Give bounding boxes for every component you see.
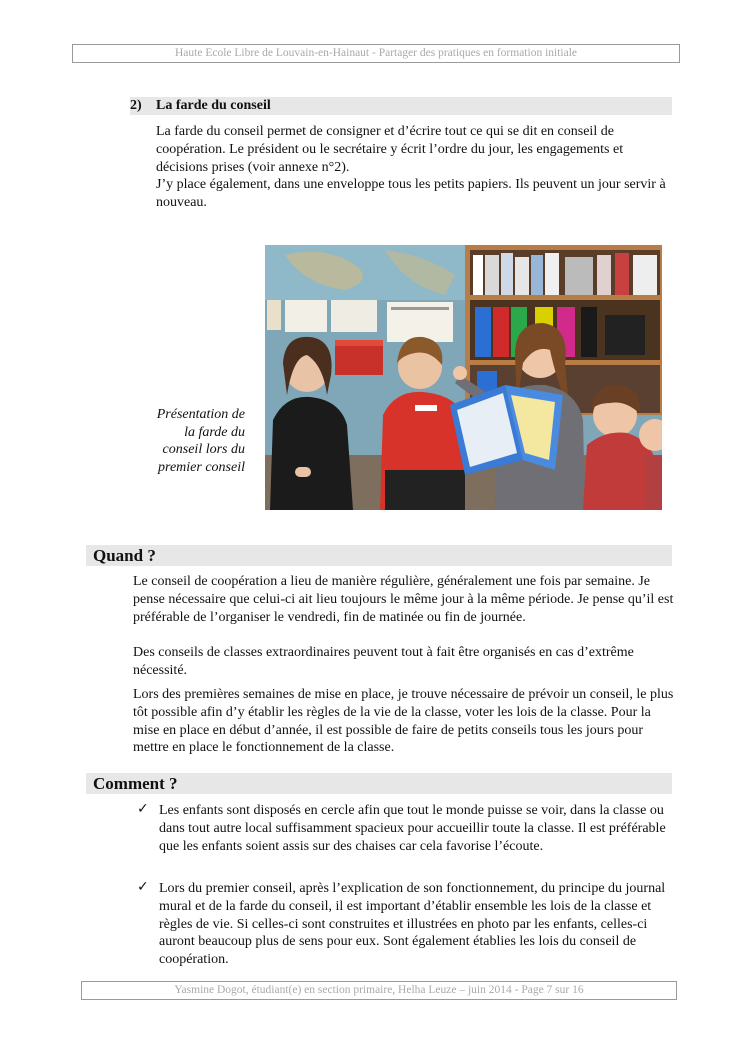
quand-paragraph-2: Des conseils de classes extraordinaires peuvent tout à fait être organisés en cas d’extrême nécessité. bbox=[133, 645, 634, 678]
farde-heading-title: La farde du conseil bbox=[156, 98, 271, 113]
quand-heading: Quand ? bbox=[86, 545, 672, 566]
farde-paragraph-1: La farde du conseil permet de consigner et d’écrire tout ce qui se dit en conseil de coopération. Le président ou le secrétaire y écrit l’ordre du jour, les engagements et décisions prises (voir annexe n°2). bbox=[156, 124, 624, 175]
classroom-photo bbox=[265, 245, 662, 510]
photo-caption: Présentation de la farde du conseil lors du premier conseil bbox=[156, 407, 245, 475]
quand-paragraph-3: Lors des premières semaines de mise en place, je trouve nécessaire de prévoir un conseil, le plus tôt possible afin d’y établir les règles de la vie de la classe, voter les lois de la classe. Pour la mise en place en début d’année, il est possible de faire de petits conseils tous les jours pour mettre en place le fonctionnement de la classe. bbox=[133, 687, 674, 756]
farde-paragraph-2: J’y place également, dans une enveloppe tous les petits papiers. Ils peuvent un jour servir à nouveau. bbox=[156, 177, 666, 210]
quand-paragraph-1: Le conseil de coopération a lieu de manière régulière, généralement une fois par semaine. Je pense nécessaire que celui-ci ait lieu toujours le même jour à la même période. Je pense qu’il est préférable de l’organiser le vendredi, fin de matinée ou fin de journée. bbox=[133, 574, 674, 625]
checkmark-icon: ✓ bbox=[137, 801, 149, 817]
comment-heading: Comment ? bbox=[86, 773, 672, 794]
comment-bullet-2: Lors du premier conseil, après l’explication de son fonctionnement, du principe du journal mural et de la farde du conseil, il est important d’établir ensemble les lois de la classe et règles de vie. Si celles-ci sont construites et illustrées en photo par les enfants, celles-ci auront beaucoup plus de sens pour eux. Sont également établies les lois du conseil de coopération. bbox=[159, 881, 666, 968]
comment-bullet-1: Les enfants sont disposés en cercle afin que tout le monde puisse se voir, dans la classe ou dans tout autre local suffisamment spacieux pour accueillir toute la classe. Il est préférable que les enfants soient assis sur des chaises car cela favorise l’écoute. bbox=[159, 803, 666, 854]
page-header: Haute Ecole Libre de Louvain-en-Hainaut - Partager des pratiques en formation initiale bbox=[72, 44, 680, 63]
page-footer: Yasmine Dogot, étudiant(e) en section primaire, Helha Leuze – juin 2014 - Page 7 sur 16 bbox=[81, 981, 677, 1000]
checkmark-icon: ✓ bbox=[137, 879, 149, 895]
farde-heading bbox=[130, 97, 672, 115]
farde-heading-number: 2) bbox=[130, 98, 142, 113]
